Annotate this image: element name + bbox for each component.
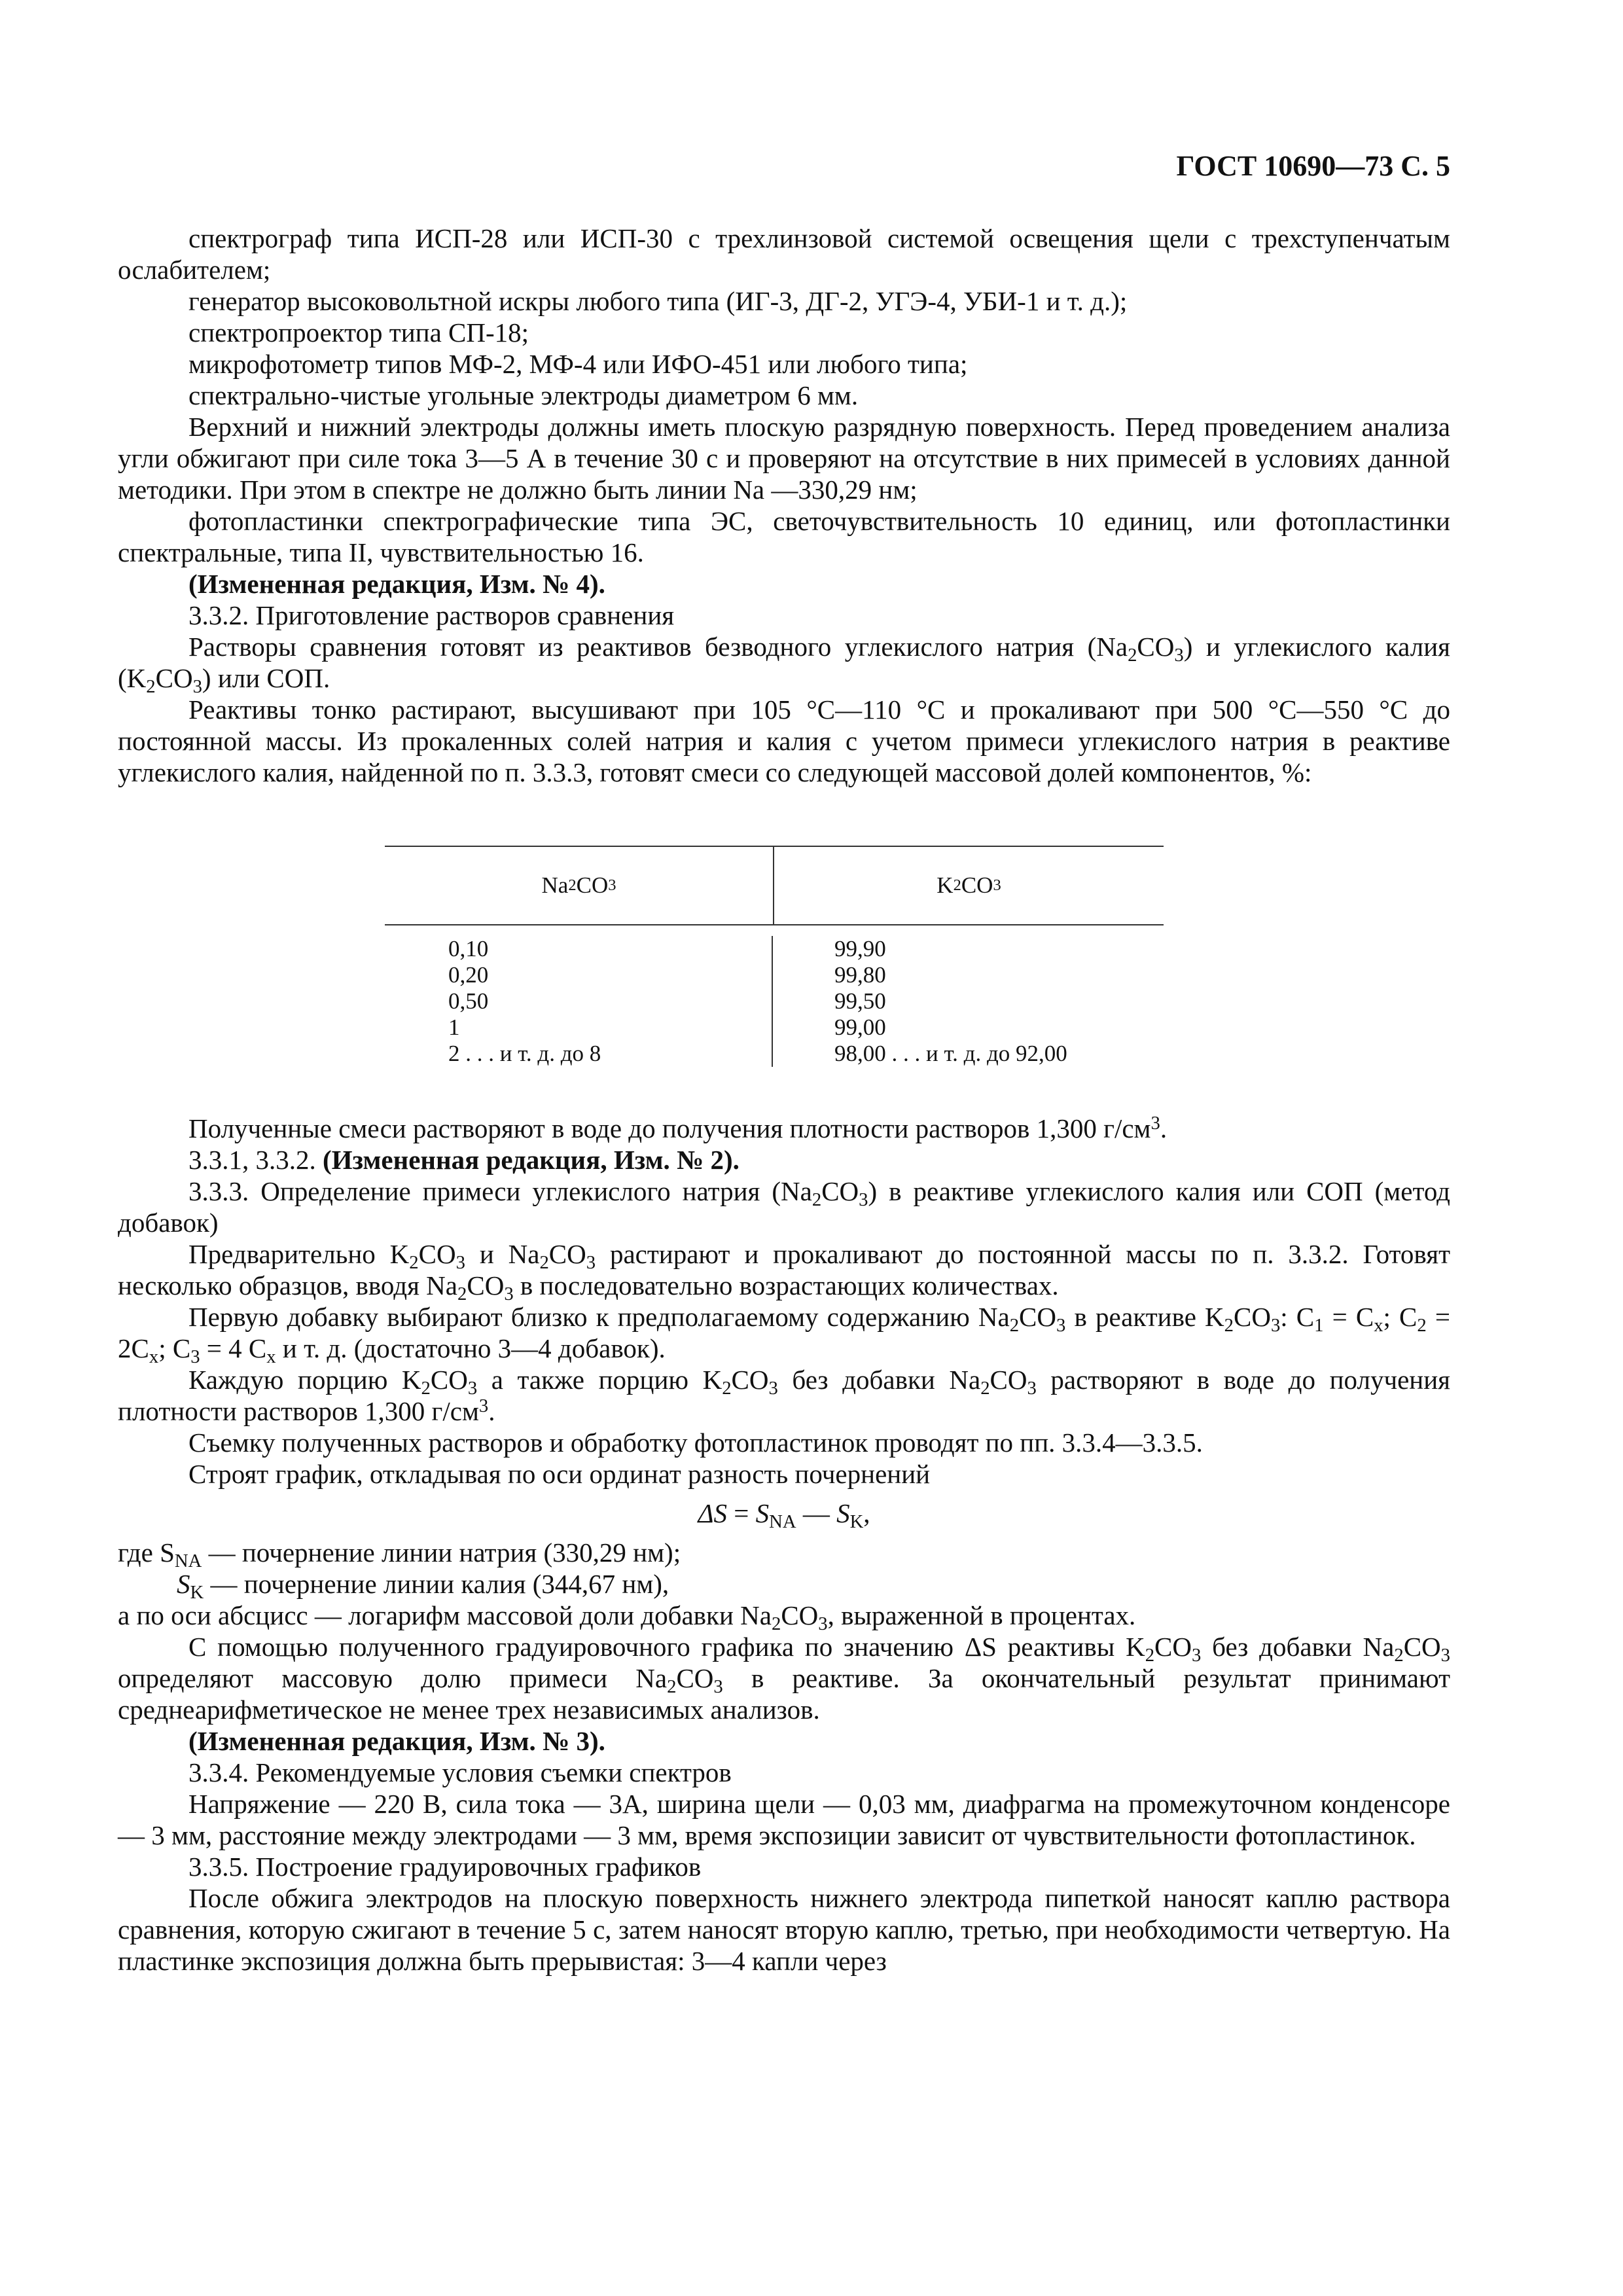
table-header-k2co3: K 2 CO 3 [936, 872, 1001, 898]
table-cell: 98,00 . . . и т. д. до 92,00 [834, 1041, 1067, 1066]
paragraph: Съемку полученных растворов и обработку фотопластинок проводят по пп. 3.3.4—3.3.5. [188, 1427, 1203, 1458]
formula-legend-item: где $S_{NA}$ — почернение линии натрия (330,29 нм); [118, 1537, 681, 1572]
paragraph: Предварительно $K_2CO_3$ и $Na_2CO_3$ растирают и прокаливают до постоянной массы по п. 3.3.2. Готовят несколько образцов, вводя $Na_2CO_3$ в последовательно возрастающих количествах. [118, 1239, 1450, 1305]
paragraph: Верхний и нижний электроды должны иметь плоскую разрядную поверхность. Перед проведением анализа угли обжигают при силе тока 3—5 А в течение 30 с и проверяют на отсутствие в них примесей в условиях данной методики. При этом в спектре не должно быть линии Na —330,29 нм; [118, 412, 1450, 505]
section-heading: 3.3.2. Приготовление растворов сравнения [188, 600, 675, 630]
paragraph: спектрально-чистые угольные электроды диаметром 6 мм. [188, 380, 859, 410]
table-cell: 99,90 [834, 936, 886, 961]
paragraph: Реактивы тонко растирают, высушивают при 105 °С—110 °С и прокаливают при 500 °С—550 °С до постоянной массы. Из прокаленных солей натрия и калия с учетом примеси углекислого натрия в реактиве углекислого калия, найденной по п. 3.3.3, готовят смеси со следующей массовой долей компонентов, %: [118, 694, 1450, 787]
paragraph: спектрограф типа ИСП-28 или ИСП-30 с трехлинзовой системой освещения щели с трехступенчатым ослабителем; [118, 223, 1450, 285]
table-cell: 1 [448, 1014, 460, 1040]
section-heading: 3.3.5. Построение градуировочных графиков [188, 1852, 702, 1882]
paragraph: Растворы сравнения готовят из реактивов безводного углекислого натрия $(Na_2CO_3)$ и углекислого калия $(K_2CO_3)$ или СОП. [118, 632, 1450, 698]
table-column-k2co3 [773, 936, 1162, 1067]
paragraph: Полученные смеси растворяют в воде до получения плотности растворов 1,300 $г/см^3$. [188, 1113, 1168, 1143]
table-body [385, 925, 1164, 1075]
amendment-note: (Измененная редакция, Изм. № 4). [188, 569, 605, 599]
section-heading: 3.3.4. Рекомендуемые условия съемки спектров [188, 1757, 732, 1787]
paragraph: Первую добавку выбирают близко к предполагаемому содержанию $Na_2CO_3$ в реактиве $K_2CO_3$: $C_1 = C_x$; $C_2 = 2C_x$; $C_3 = 4$ $C_x$ и т. д. (достаточно 3—4 добавок). [118, 1302, 1450, 1368]
table-cell: 99,80 [834, 962, 886, 988]
paragraph: После обжига электродов на плоскую поверхность нижнего электрода пипеткой наносят каплю раствора сравнения, которую сжигают в течение 5 с, затем наносят вторую каплю, третью, при необходимости четвертую. На пластинке экспозиция должна быть прерывистая: 3—4 капли через [118, 1883, 1450, 1976]
section-heading: 3.3.3. Определение примеси углекислого натрия $(Na_2CO_3)$ в реактиве углекислого калия или СОП (метод добавок) [118, 1176, 1450, 1238]
paragraph: микрофотометр типов МФ-2, МФ-4 или ИФО-451 или любого типа; [188, 349, 968, 379]
formula-legend-item: $S_K$ — почернение линии калия (344,67 нм), [177, 1569, 669, 1604]
table-cell: 0,50 [448, 988, 489, 1014]
table-cell: 99,00 [834, 1014, 886, 1040]
page-header: ГОСТ 10690—73 С. 5 [1176, 150, 1450, 182]
table-cell: 99,50 [834, 988, 886, 1014]
table-cell: 0,10 [448, 936, 489, 961]
paragraph: спектропроектор типа СП-18; [188, 317, 529, 348]
formula: $\Delta S = S_{NA}$ — $S_K$, [698, 1498, 870, 1533]
paragraph: а по оси абсцисс — логарифм массовой доли добавки $Na_2CO_3$, выраженной в процентах. [118, 1600, 1136, 1635]
table-cell: 0,20 [448, 962, 489, 988]
table-header-na2co3: Na 2 CO 3 [385, 847, 774, 924]
amendment-note: (Измененная редакция, Изм. № 3). [188, 1726, 605, 1756]
page-content [118, 223, 1450, 1977]
table-cell: 2 . . . и т. д. до 8 [448, 1041, 601, 1066]
paragraph: фотопластинки спектрографические типа ЭС, светочувствительность 10 единиц, или фотопластинки спектральные, типа II, чувствительностью 16. [118, 506, 1450, 567]
paragraph: С помощью полученного градуировочного графика по значению ΔS реактивы $K_2CO_3$ без добавки $Na_2CO_3$ определяют массовую долю примеси $Na_2CO_3$ в реактиве. За окончательный результат принимают среднеарифметическое не менее трех независимых анализов. [118, 1632, 1450, 1725]
paragraph: 3.3.1, 3.3.2. (Измененная редакция, Изм. № 2). [188, 1145, 740, 1175]
table-header-row [385, 847, 1164, 925]
paragraph: Напряжение — 220 В, сила тока — 3А, ширина щели — 0,03 мм, диафрагма на промежуточном конденсоре — 3 мм, расстояние между электродами — 3 мм, время экспозиции зависит от чувствительности фотопластинок. [118, 1789, 1450, 1850]
table-column-na2co3 [385, 936, 773, 1067]
composition-table [385, 846, 1164, 1075]
paragraph: Каждую порцию $K_2CO_3$ а также порцию $K_2CO_3$ без добавки $Na_2CO_3$ растворяют в воде до получения плотности растворов 1,300 $г/см^3$. [118, 1365, 1451, 1426]
paragraph: генератор высоковольтной искры любого типа (ИГ-3, ДГ-2, УГЭ-4, УБИ-1 и т. д.); [188, 286, 1128, 316]
paragraph: Строят график, откладывая по оси ординат разность почернений [188, 1459, 931, 1489]
